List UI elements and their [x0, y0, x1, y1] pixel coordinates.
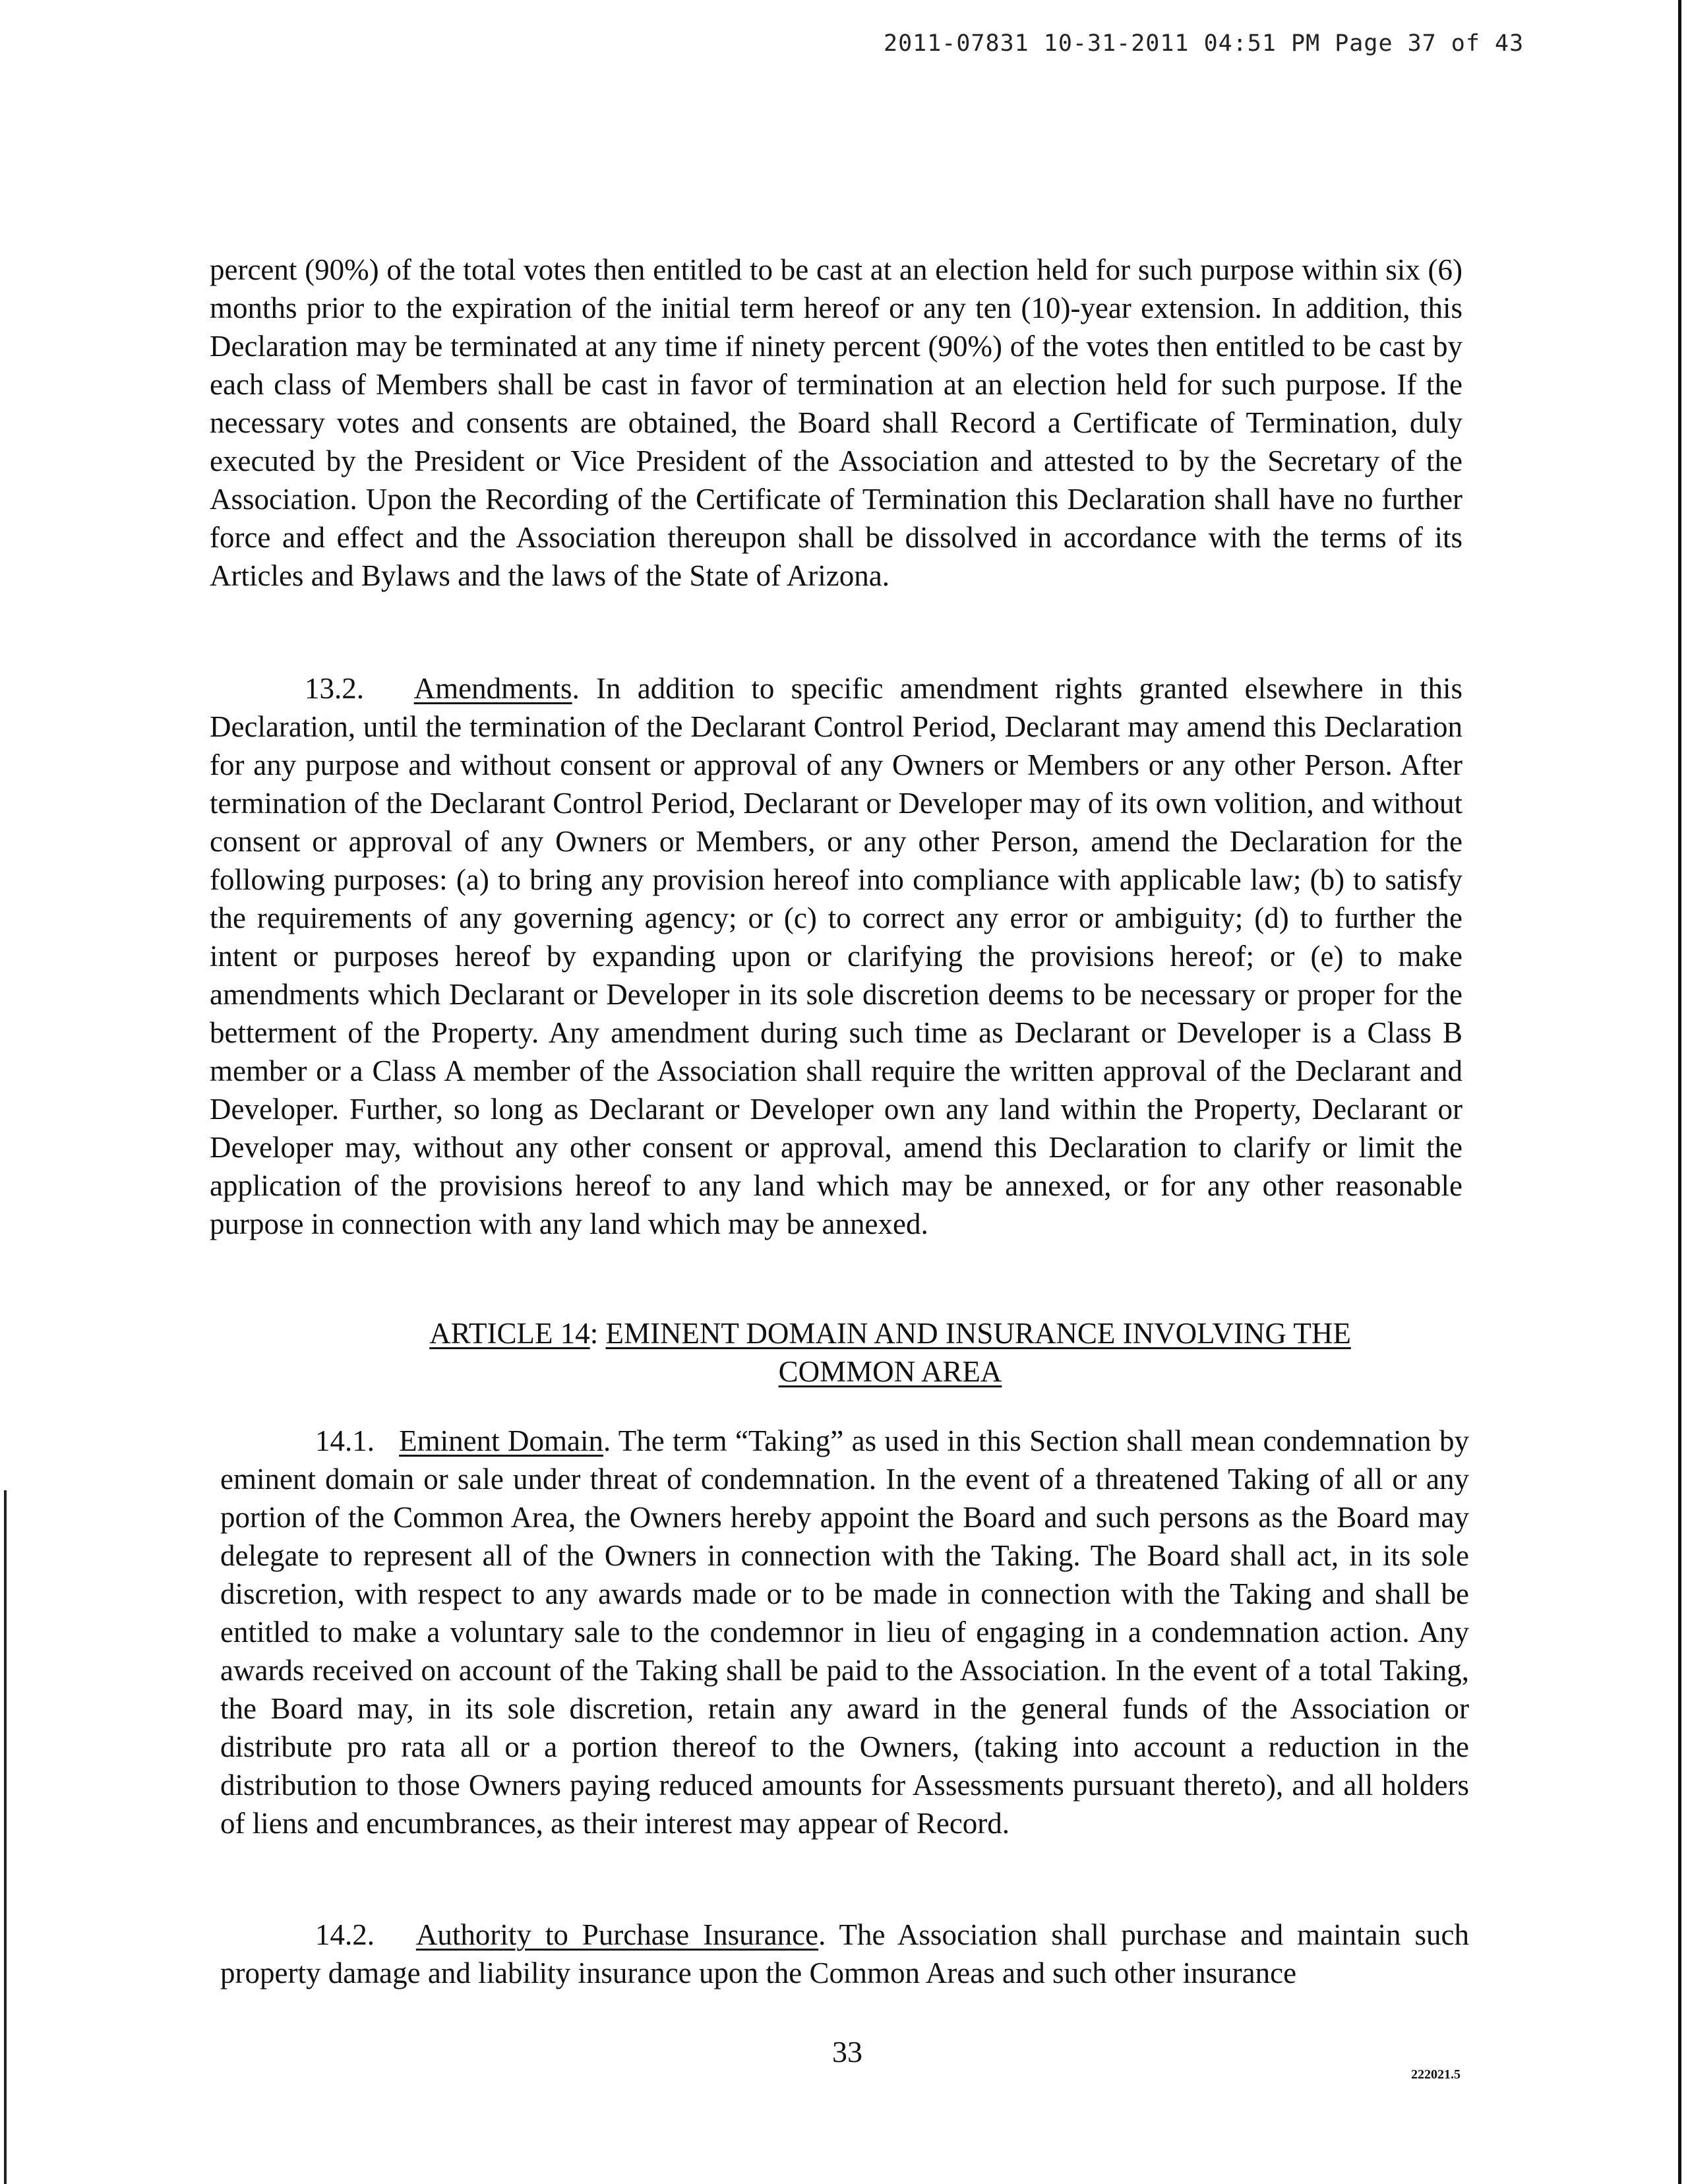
scan-edge-left [4, 1490, 7, 2184]
document-id: 222021.5 [1411, 2067, 1461, 2082]
section-title: Authority to Purchase Insurance [415, 1918, 819, 1951]
fax-header: 2011-07831 10-31-2011 04:51 PM Page 37 of 43 [884, 30, 1524, 57]
article-title: EMINENT DOMAIN AND INSURANCE INVOLVING THE COMMON AREA [605, 1317, 1351, 1388]
article-separator: : [589, 1317, 606, 1350]
section-text: . The Association shall purchase and maintain such property damage and liability insurance upon the Common Areas and such other insurance [220, 1918, 1470, 1989]
section-number: 14.2. [315, 1918, 375, 1951]
article-heading [369, 1314, 1411, 1391]
section-title: Eminent Domain [399, 1424, 603, 1457]
scan-edge-right [1678, 0, 1681, 2184]
section-number: 13.2. [305, 672, 364, 705]
section-text: . In addition to specific amendment rights granted elsewhere in this Declaration, until the termination of the Declarant Control Period, Declarant may amend this Declaration for any purpose and without consent or approval of any Owners or Members or any other Person. After termination of the Declarant Control Period, Declarant or Developer may of its own volition, and without consent or approval of any Owners or Members, or any other Person, amend the Declaration for the following purposes: (a) to bring any provision hereof into compliance with applicable law; (b) to satisfy the requirements of any governing agency; or (c) to correct any error or ambiguity; (d) to further the intent or purposes hereof by expanding upon or clarifying the provisions hereof; or (e) to make amendments which Declarant or Developer in its sole discretion deems to be necessary or proper for the betterment of the Property. Any amendment during such time as Declarant or Developer is a Class B member or a Class A member of the Association shall require the written approval of the Declarant and Developer. Further, so long as Declarant or Developer own any land within the Property, Declarant or Developer may, without any other consent or approval, amend this Declaration to clarify or limit the application of the provisions hereof to any land which may be annexed, or for any other reasonable purpose in connection with any land which may be annexed. [210, 672, 1462, 1240]
article-label: ARTICLE 14 [429, 1317, 590, 1350]
section-14-2 [220, 1916, 1469, 1992]
section-title: Amendments [413, 672, 572, 705]
section-text: . The term “Taking” as used in this Section shall mean condemnation by eminent domain or sale under threat of condemnation. In the event of a threatened Taking of all or any portion of the Common Area, the Owners hereby appoint the Board and such persons as the Board may delegate to represent all of the Owners in connection with the Taking. The Board shall act, in its sole discretion, with respect to any awards made or to be made in connection with the Taking and shall be entitled to make a voluntary sale to the condemnor in lieu of engaging in a condemnation action. Any awards received on account of the Taking shall be paid to the Association. In the event of a total Taking, the Board may, in its sole discretion, retain any award in the general funds of the Association or distribute pro rata all or a portion thereof to the Owners, (taking into account a reduction in the distribution to those Owners paying reduced amounts for Assessments pursuant thereto), and all holders of liens and encumbrances, as their interest may appear of Record. [220, 1424, 1469, 1840]
paragraph-termination-continued: percent (90%) of the total votes then entitled to be cast at an election held for such purpose within six (6) months prior to the expiration of the initial term hereof or any ten (10)-year extension. In addition, this Declaration may be terminated at any time if ninety percent (90%) of the votes then entitled to be cast by each class of Members shall be cast in favor of termination at an election held for such purpose. If the necessary votes and consents are obtained, the Board shall Record a Certificate of Termination, duly executed by the President or Vice President of the Association and attested to by the Secretary of the Association. Upon the Recording of the Certificate of Termination this Declaration shall have no further force and effect and the Association thereupon shall be dissolved in accordance with the terms of its Articles and Bylaws and the laws of the State of Arizona. [210, 253, 1462, 592]
section-14-1 [220, 1422, 1469, 1842]
section-number: 14.1. [315, 1424, 375, 1457]
section-13-2 [210, 669, 1462, 1243]
page-number: 33 [832, 2035, 862, 2069]
